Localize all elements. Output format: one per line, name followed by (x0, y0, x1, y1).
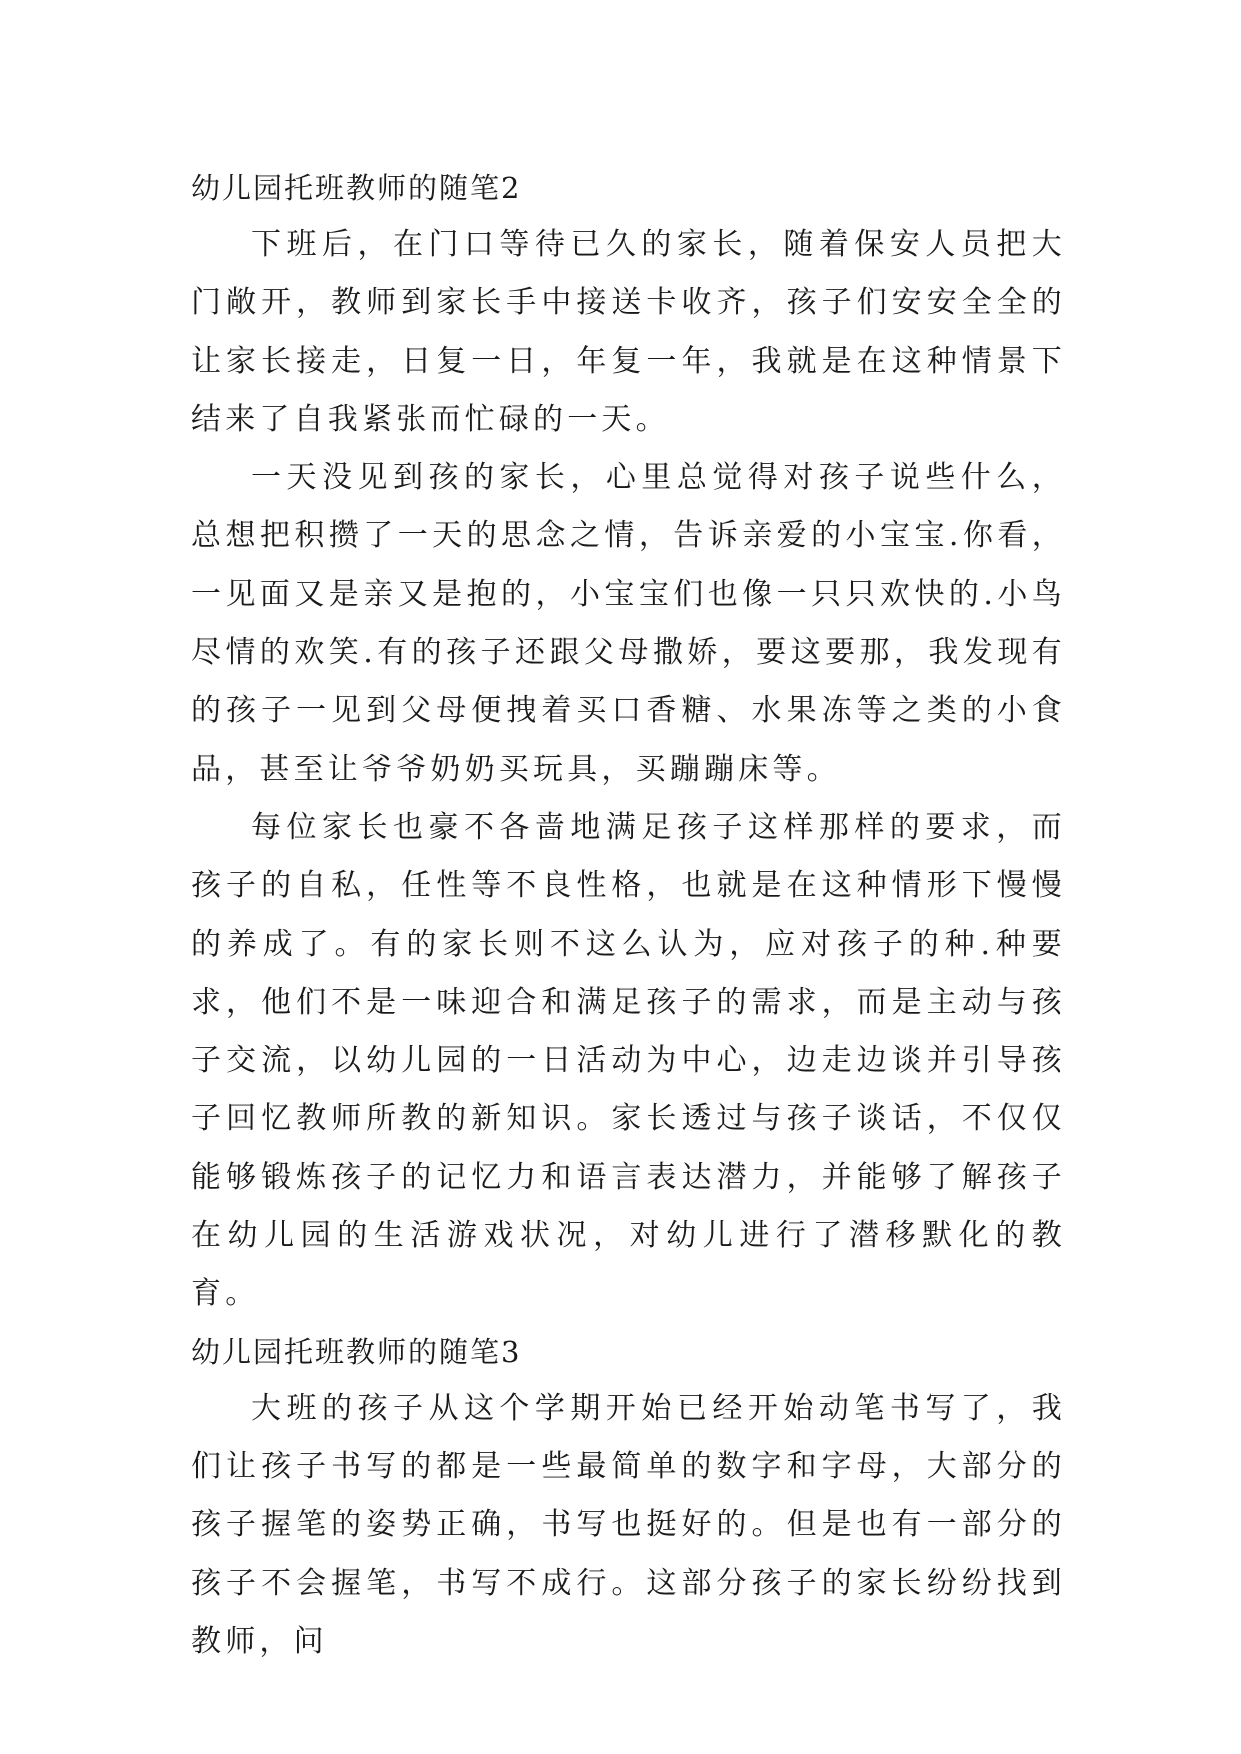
paragraph: 一天没见到孩的家长，心里总觉得对孩子说些什么，总想把积攒了一天的思念之情，告诉亲爱的小宝宝.你看，一见面又是亲又是抱的，小宝宝们也像一只只欢快的.小鸟尽情的欢笑.有的孩子还跟父母撒娇，要这要那，我发现有的孩子一见到父母便拽着买口香糖、水果冻等之类的小食品，甚至让爷爷奶奶买玩具，买蹦蹦床等。 (191, 460, 1066, 787)
paragraph: 大班的孩子从这个学期开始已经开始动笔书写了，我们让孩子书写的都是一些最简单的数字和字母，大部分的孩子握笔的姿势正确，书写也挺好的。但是也有一部分的孩子不会握笔，书写不成行。这部分孩子的家长纷纷找到教师，问 (191, 1390, 1066, 1659)
paragraph: 每位家长也豪不各啬地满足孩子这样那样的要求，而孩子的自私，任性等不良性格，也就是在这种情形下慢慢的养成了。有的家长则不这么认为，应对孩子的种.种要求，他们不是一味迎合和满足孩子的需求，而是主动与孩子交流，以幼儿园的一日活动为中心，边走边谈并引导孩子回忆教师所教的新知识。家长透过与孩子谈话，不仅仅能够锻炼孩子的记忆力和语言表达潜力，并能够了解孩子在幼儿园的生活游戏状况，对幼儿进行了潜移默化的教育。 (191, 809, 1066, 1312)
section-heading-2: 幼儿园托班教师的随笔2 (191, 171, 522, 205)
paragraph: 下班后，在门口等待已久的家长，随着保安人员把大门敞开，教师到家长手中接送卡收齐，孩子们安安全全的让家长接走，日复一日，年复一年，我就是在这种情景下结来了自我紧张而忙碌的一天。 (191, 227, 1066, 437)
section-heading-3: 幼儿园托班教师的随笔3 (191, 1334, 522, 1369)
document-body (191, 160, 1066, 1671)
